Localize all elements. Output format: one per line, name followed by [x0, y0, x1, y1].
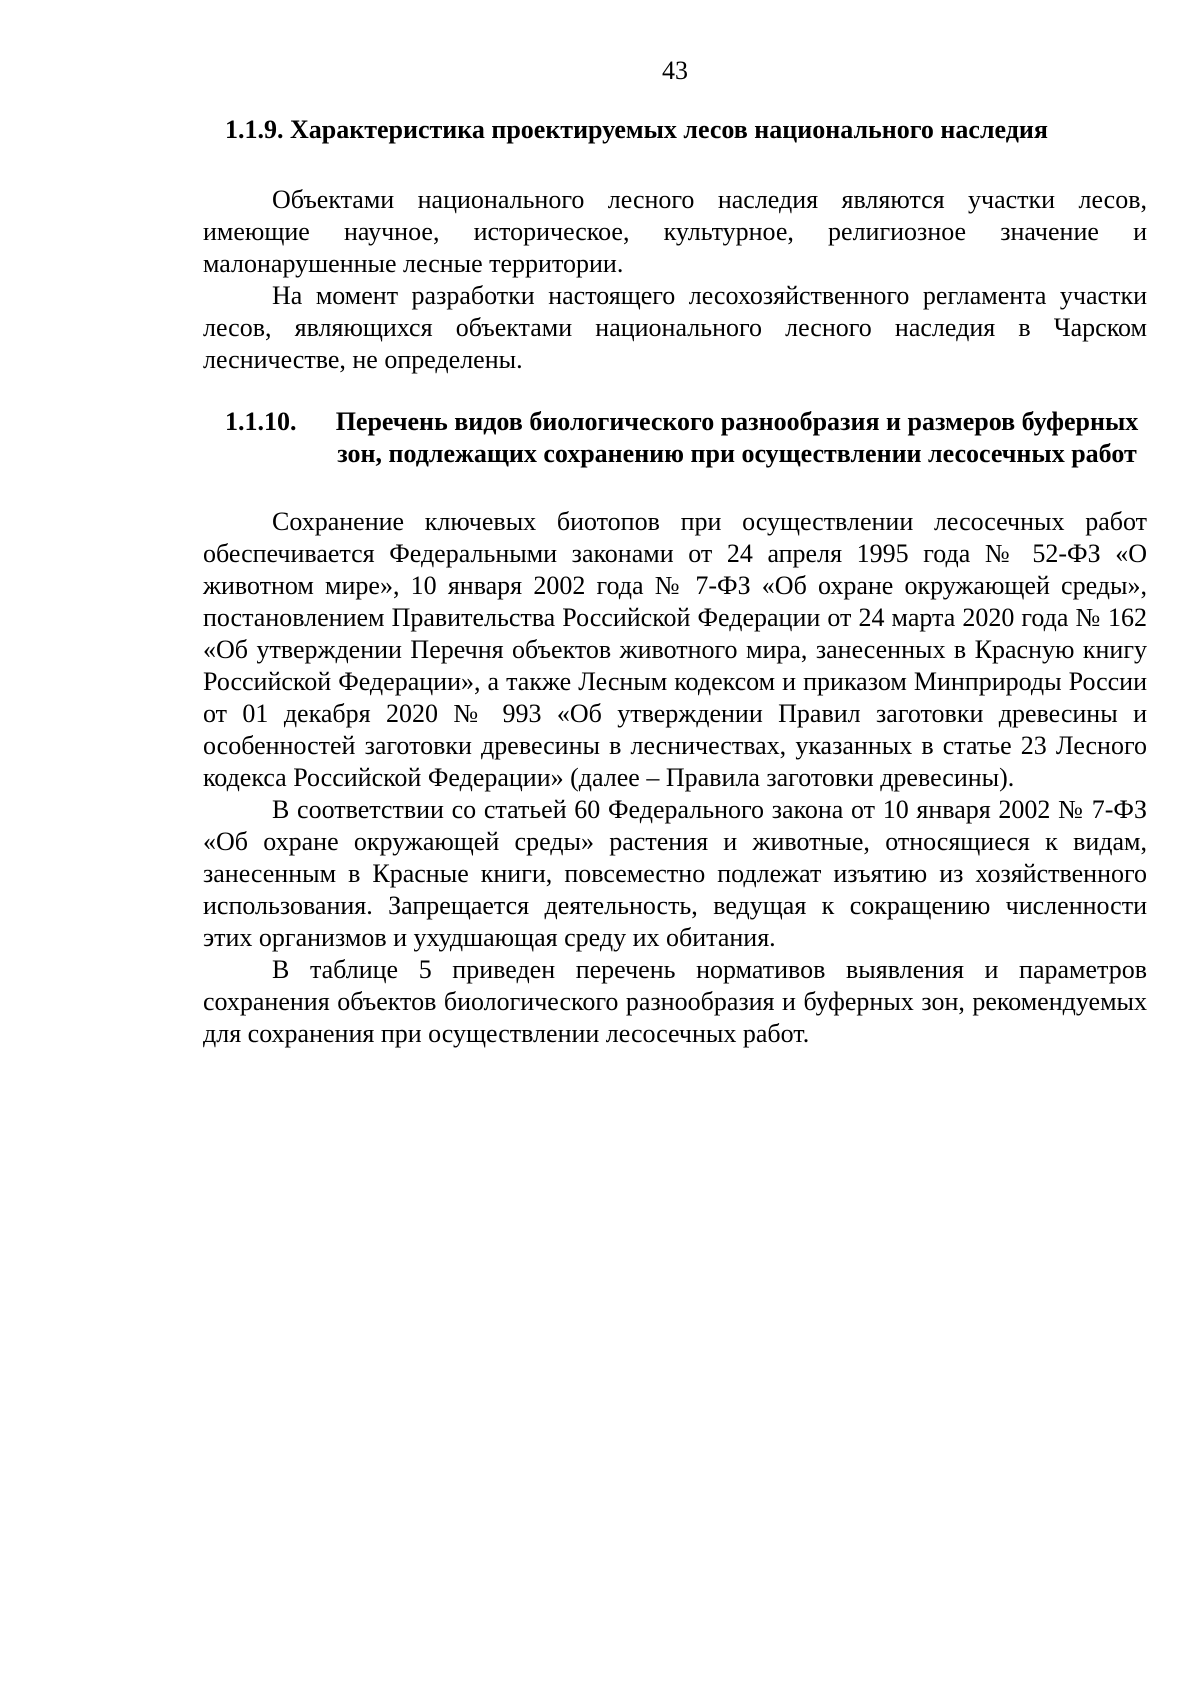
paragraph: В соответствии со статьей 60 Федерального закона от 10 января 2002 № 7-ФЗ «Об охране окружающей среды» растения и животные, относящиеся к видам, занесенным в Красные книги, повсеместно подлежат изъятию из хозяйственного использования. Запрещается деятельность, ведущая к сокращению численности этих организмов и ухудшающая среду их обитания. — [203, 795, 1147, 952]
paragraph: На момент разработки настоящего лесохозяйственного регламента участки лесов, являющихся объектами национального лесного наследия в Чарском лесничестве, не определены. — [203, 281, 1147, 374]
page-content — [203, 114, 1147, 1050]
section-number: 1.1.10. — [225, 407, 297, 436]
section-heading-1-1-9: 1.1.9. Характеристика проектируемых лесов национального наследия — [225, 115, 1048, 144]
paragraph: В таблице 5 приведен перечень нормативов выявления и параметров сохранения объектов биологического разнообразия и буферных зон, рекомендуемых для сохранения при осуществлении лесосечных работ. — [203, 955, 1147, 1048]
paragraph: Объектами национального лесного наследия являются участки лесов, имеющие научное, историческое, культурное, религиозное значение и малонарушенные лесные территории. — [203, 185, 1147, 278]
page-number: 43 — [662, 56, 688, 85]
section-heading-1-1-10 — [203, 406, 1147, 470]
paragraph: Сохранение ключевых биотопов при осуществлении лесосечных работ обеспечивается Федеральными законами от 24 апреля 1995 года № 52-ФЗ «О животном мире», 10 января 2002 года № 7-ФЗ «Об охране окружающей среды», постановлением Правительства Российской Федерации от 24 марта 2020 года № 162 «Об утверждении Перечня объектов животного мира, занесенных в Красную книгу Российской Федерации», а также Лесным кодексом и приказом Минприроды России от 01 декабря 2020 № 993 «Об утверждении Правил заготовки древесины и особенностей заготовки древесины в лесничествах, указанных в статье 23 Лесного кодекса Российской Федерации» (далее – Правила заготовки древесины). — [203, 507, 1147, 792]
section-title: Перечень видов биологического разнообразия и размеров буферных зон, подлежащих сохранению при осуществлении лесосечных работ — [335, 407, 1139, 468]
